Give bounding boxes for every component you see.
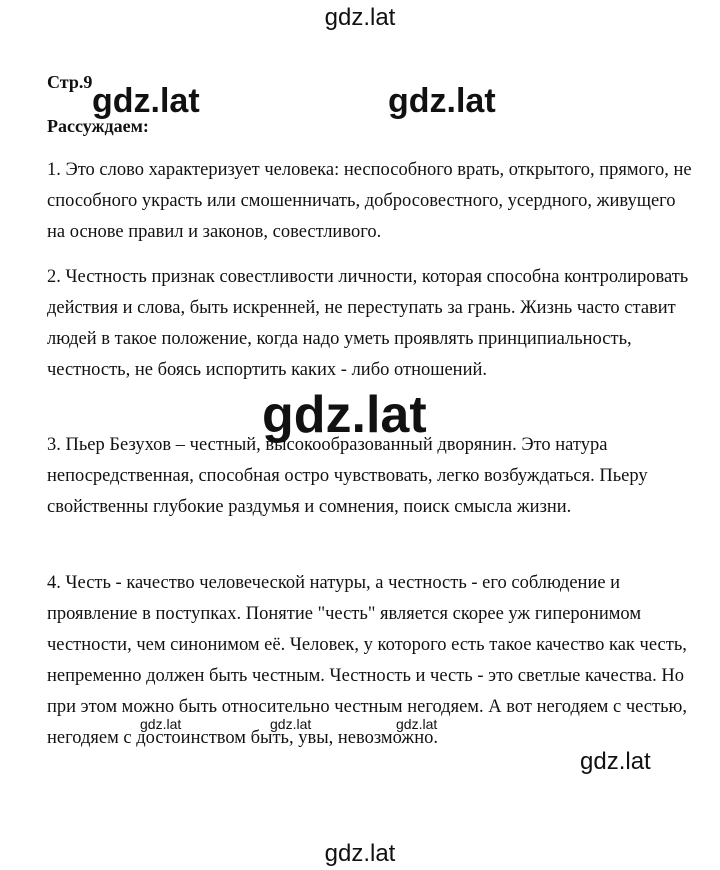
watermark-big-left: gdz.lat [92, 82, 200, 120]
watermark-bottom: gdz.lat [324, 840, 396, 867]
page-label: Стр.9 [47, 72, 93, 92]
watermark-right: gdz.lat [580, 748, 651, 775]
watermark-top: gdz.lat [324, 4, 396, 31]
paragraph-1: 1. Это слово характеризует человека: неспособного врать, открытого, прямого, не способного украсть или смошенничать, добросовестного, усердного, живущего на основе правил и законов, совестливого. [47, 160, 692, 242]
watermark-small-2: gdz.lat [270, 716, 312, 732]
paragraph-2: 2. Честность признак совестливости личности, которая способна контролировать действия и слова, быть искренней, не переступать за грань. Жизнь часто ставит людей в такое положение, когда надо уметь проявлять принципиальность, честность, не боясь испортить каких - либо отношений. [47, 267, 689, 380]
section-heading: Рассуждаем: [47, 116, 149, 136]
paragraph-3: 3. Пьер Безухов – честный, высокообразованный дворянин. Это натура непосредственная, способная остро чувствовать, легко возбуждаться. Пьеру свойственны глубокие раздумья и сомнения, поиск смысла жизни. [47, 435, 648, 517]
watermark-small-3: gdz.lat [396, 716, 438, 732]
paragraph-4: 4. Честь - качество человеческой натуры, а честность - его соблюдение и проявление в поступках. Понятие "честь" является скорее уж гиперонимом честности, чем синонимом её. Человек, у которого есть такое качество как честь, непременно должен быть честным. Честность и честь - это светлые качества. Но при этом можно быть относительно честным негодяем. А вот негодяем с честью, негодяем с достоинством быть, увы, невозможно. [47, 573, 687, 748]
watermark-small-1: gdz.lat [140, 716, 182, 732]
watermark-big-right: gdz.lat [388, 82, 496, 120]
watermark-center: gdz.lat [262, 386, 427, 444]
